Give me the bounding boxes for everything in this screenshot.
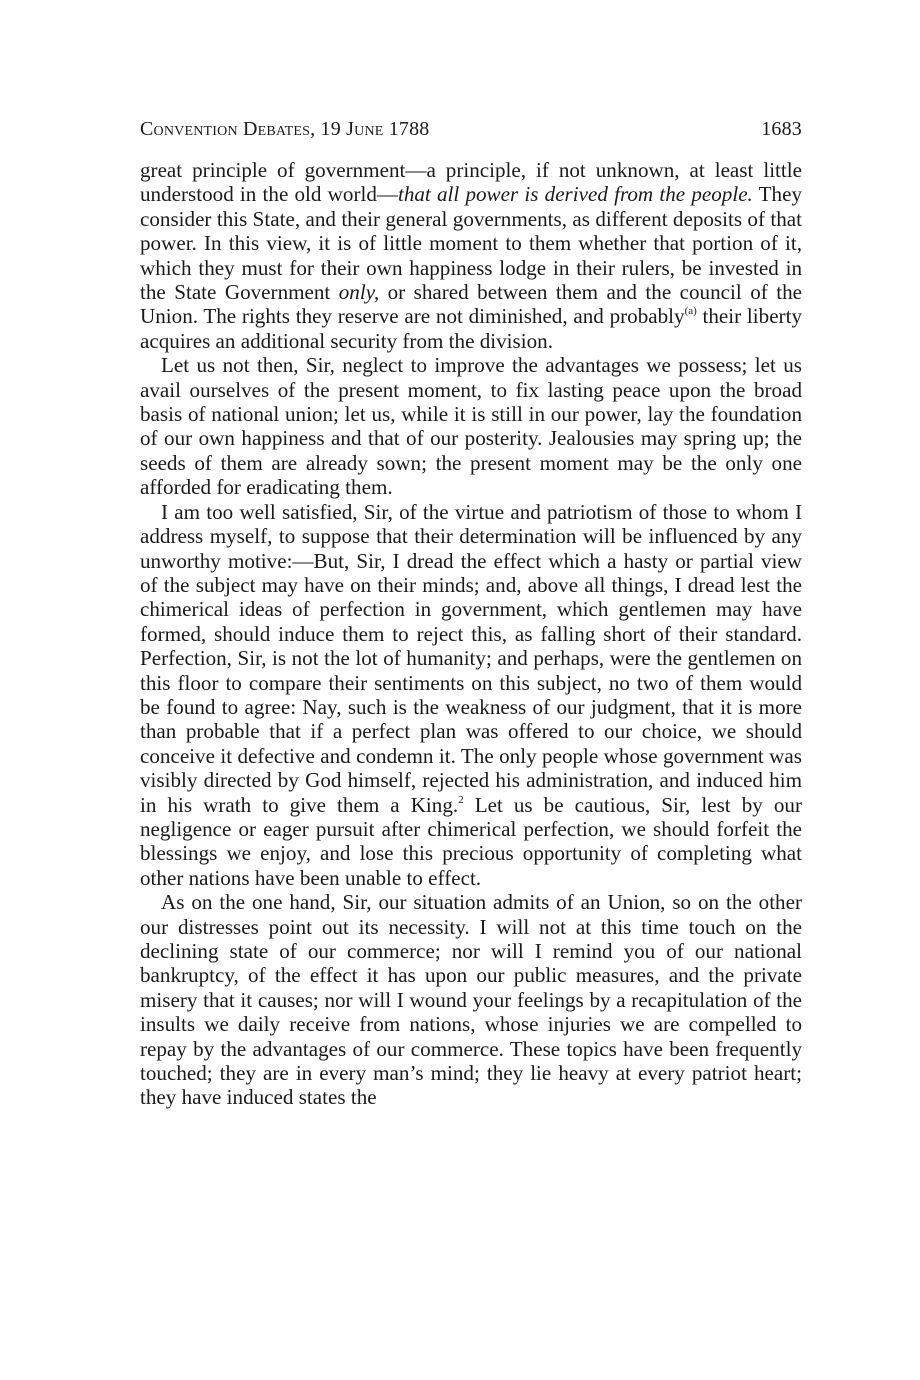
running-head-title: Convention Debates, 19 June 1788 [140,118,430,140]
paragraph-3-text-b: Let us be cautious, Sir, lest by our negligence or eager pursuit after chimerical perfection, we should forfeit the blessings we enjoy, and lose this precious opportunity of completing what other nations have been unable to effect. [140,792,802,890]
page [140,118,802,1110]
page-number: 1683 [761,118,802,140]
paragraph-2: Let us not then, Sir, neglect to improve the advantages we possess; let us avail ourselves of the present moment, to fix lasting peace upon the broad basis of national union; let us, while it is still in our power, lay the foundation of our own happiness and that of our posterity. Jealousies may spring up; the seeds of them are already sown; the present moment may be the only one afforded for eradicating them. [140,353,802,500]
paragraph-3-text-a: I am too well satisfied, Sir, of the virtue and patriotism of those to whom I address myself, to suppose that their determination will be influenced by any unworthy motive:—But, Sir, I dread the effect which a hasty or partial view of the subject may have on their minds; and, above all things, I dread lest the chimerical ideas of perfection in government, which gentlemen may have formed, should induce them to reject this, as falling short of their standard. Perfection, Sir, is not the lot of humanity; and perhaps, were the gentlemen on this floor to compare their sentiments on this subject, no two of them would be found to agree: Nay, such is the weakness of our judgment, that it is more than probable that if a perfect plan was offered to our choice, we should conceive it defective and condemn it. The only people whose government was visibly directed by God himself, rejected his administration, and induced him in his wrath to give them a King. [140,499,802,817]
footnote-marker: 2 [458,793,464,806]
body-text [140,158,802,1110]
paragraph-4: As on the one hand, Sir, our situation admits of an Union, so on the other our distresses point out its necessity. I will not at this time touch on the declining state of our commerce; nor will I remind you of our national bankruptcy, of the effect it has upon our public measures, and the private misery that it causes; nor will I wound your feelings by a recapitulation of the insults we daily receive from nations, whose injuries we are compelled to repay by the advantages of our commerce. These topics have been frequently touched; they are in every man’s mind; they lie heavy at every patriot heart; they have induced states the [140,890,802,1110]
running-head [140,118,802,158]
paragraph-1-text-b: They consider this State, and their general governments, as different deposits of that power. In this view, it is of little moment to them whether that portion of it, which they must for their own happiness lodge in their rulers, be invested in the State Government [140,182,802,305]
editorial-note-marker: (a) [684,305,697,318]
paragraph-1-emphasis-2: only, [338,280,380,305]
paragraph-1-text-c: or shared between them and the council of the Union. The rights they reserve are not diminished, and probably [140,280,802,329]
paragraph-1-text-d: their liberty acquires an additional security from the division. [140,304,802,353]
paragraph-1 [140,158,802,353]
paragraph-1-text-a: great principle of government—a principle, if not unknown, at least little understood in the old world— [140,158,802,207]
paragraph-3 [140,500,802,891]
paragraph-1-emphasis-1: that all power is derived from the people. [397,182,753,207]
